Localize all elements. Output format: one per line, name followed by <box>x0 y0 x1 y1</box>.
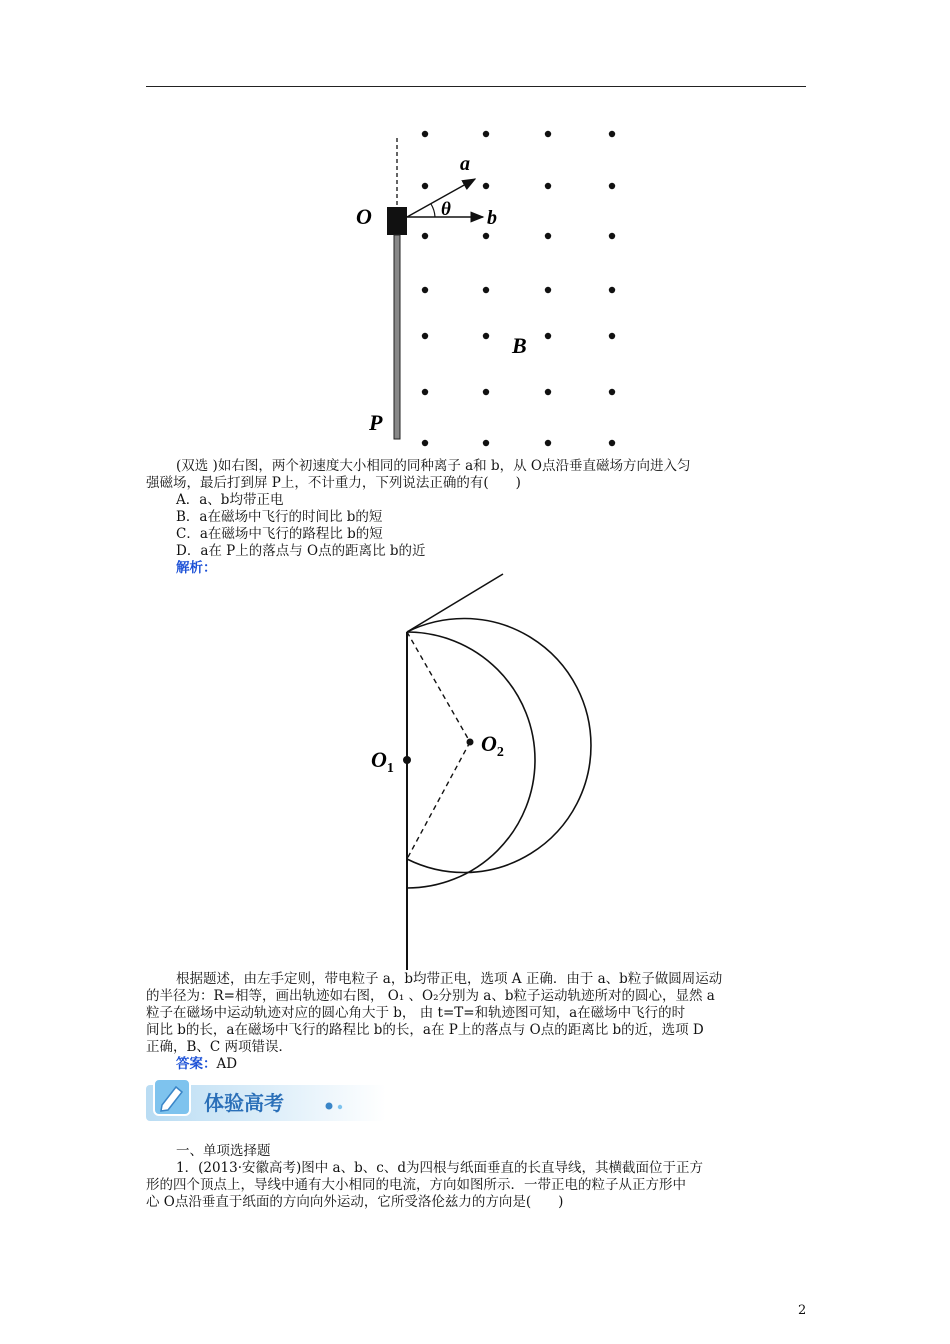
option-c: C．a在磁场中飞行的路程比 b的短 <box>176 526 383 542</box>
answer-label: 答案： <box>176 1056 217 1072</box>
explanation-block <box>146 971 810 1073</box>
label-o: O <box>356 204 372 229</box>
label-a: a <box>460 153 470 175</box>
question-stem-1: (双选 )如右图，两个初速度大小相同的同种离子 a和 b，从 O点沿垂直磁场方向进入匀 <box>176 458 691 474</box>
label-o1: $O_1$ <box>371 747 394 776</box>
explanation-line-1: 根据题述，由左手定则，带电粒子 a，b均带正电，选项 A 正确．由于 a、b粒子做圆周运动 <box>176 971 723 987</box>
label-b: b <box>487 207 497 229</box>
answer-value: AD <box>216 1056 238 1072</box>
center-o1-dot <box>403 756 411 764</box>
center-o2-dot <box>467 739 474 746</box>
page-number: 2 <box>798 1303 807 1318</box>
source-block <box>387 207 407 235</box>
radius-dashed-1 <box>407 632 470 742</box>
theta-arc <box>431 204 435 217</box>
option-a: A．a、b均带正电 <box>176 492 284 508</box>
field-dots <box>422 131 615 446</box>
trajectory-b <box>407 632 535 888</box>
label-p: P <box>369 410 383 435</box>
tangent-line <box>407 574 503 632</box>
radius-dashed-2 <box>407 742 470 859</box>
pencil-icon <box>154 1079 190 1115</box>
explanation-line-5: 正确，B、C 两项错误． <box>146 1039 293 1055</box>
option-b: B．a在磁场中飞行的时间比 b的短 <box>176 509 383 525</box>
section-heading: 一、单项选择题 <box>176 1143 271 1159</box>
banner-title: 体验高考 <box>204 1091 284 1115</box>
figure-magnetic-field <box>340 120 640 450</box>
analysis-label: 解析： <box>176 560 217 576</box>
q1-line-1: 1．(2013·安徽高考)图中 a、b、c、d为四根与纸面垂直的长直导线，其横截面位于正方 <box>176 1160 703 1176</box>
label-o2: $O_2$ <box>481 731 504 760</box>
section-banner <box>146 1075 386 1125</box>
q1-line-3: 心 O点沿垂直于纸面的方向向外运动，它所受洛伦兹力的方向是( ) <box>146 1194 564 1210</box>
section-block <box>146 1143 810 1211</box>
q1-line-2: 形的四个顶点上，导线中通有大小相同的电流，方向如图所示．一带正电的粒子从正方形中 <box>146 1177 686 1193</box>
figure-trajectories <box>360 570 620 975</box>
explanation-line-4: 间比 b的长，a在磁场中飞行的路程比 b的长，a在 P上的落点与 O点的距离比 b的近，选项 D <box>146 1022 704 1038</box>
explanation-line-2: 的半径为：R=相等，画出轨迹如右图， O₁ 、O₂分别为 a、b粒子运动轨迹所对的圆心，显然 a <box>146 988 715 1004</box>
label-theta: θ <box>441 199 451 220</box>
question-block <box>146 458 810 577</box>
label-field-b: B <box>512 333 527 358</box>
screen-p <box>394 235 400 439</box>
explanation-line-3: 粒子在磁场中运动轨迹对应的圆心角大于 b， 由 t=T=和轨迹图可知，a在磁场中飞行的时 <box>146 1005 686 1021</box>
header-rule <box>146 86 806 87</box>
answer-line <box>146 1056 810 1073</box>
question-stem-2: 强磁场，最后打到屏 P上，不计重力，下列说法正确的有( ) <box>146 475 521 491</box>
option-d: D．a在 P上的落点与 O点的距离比 b的近 <box>176 543 426 559</box>
